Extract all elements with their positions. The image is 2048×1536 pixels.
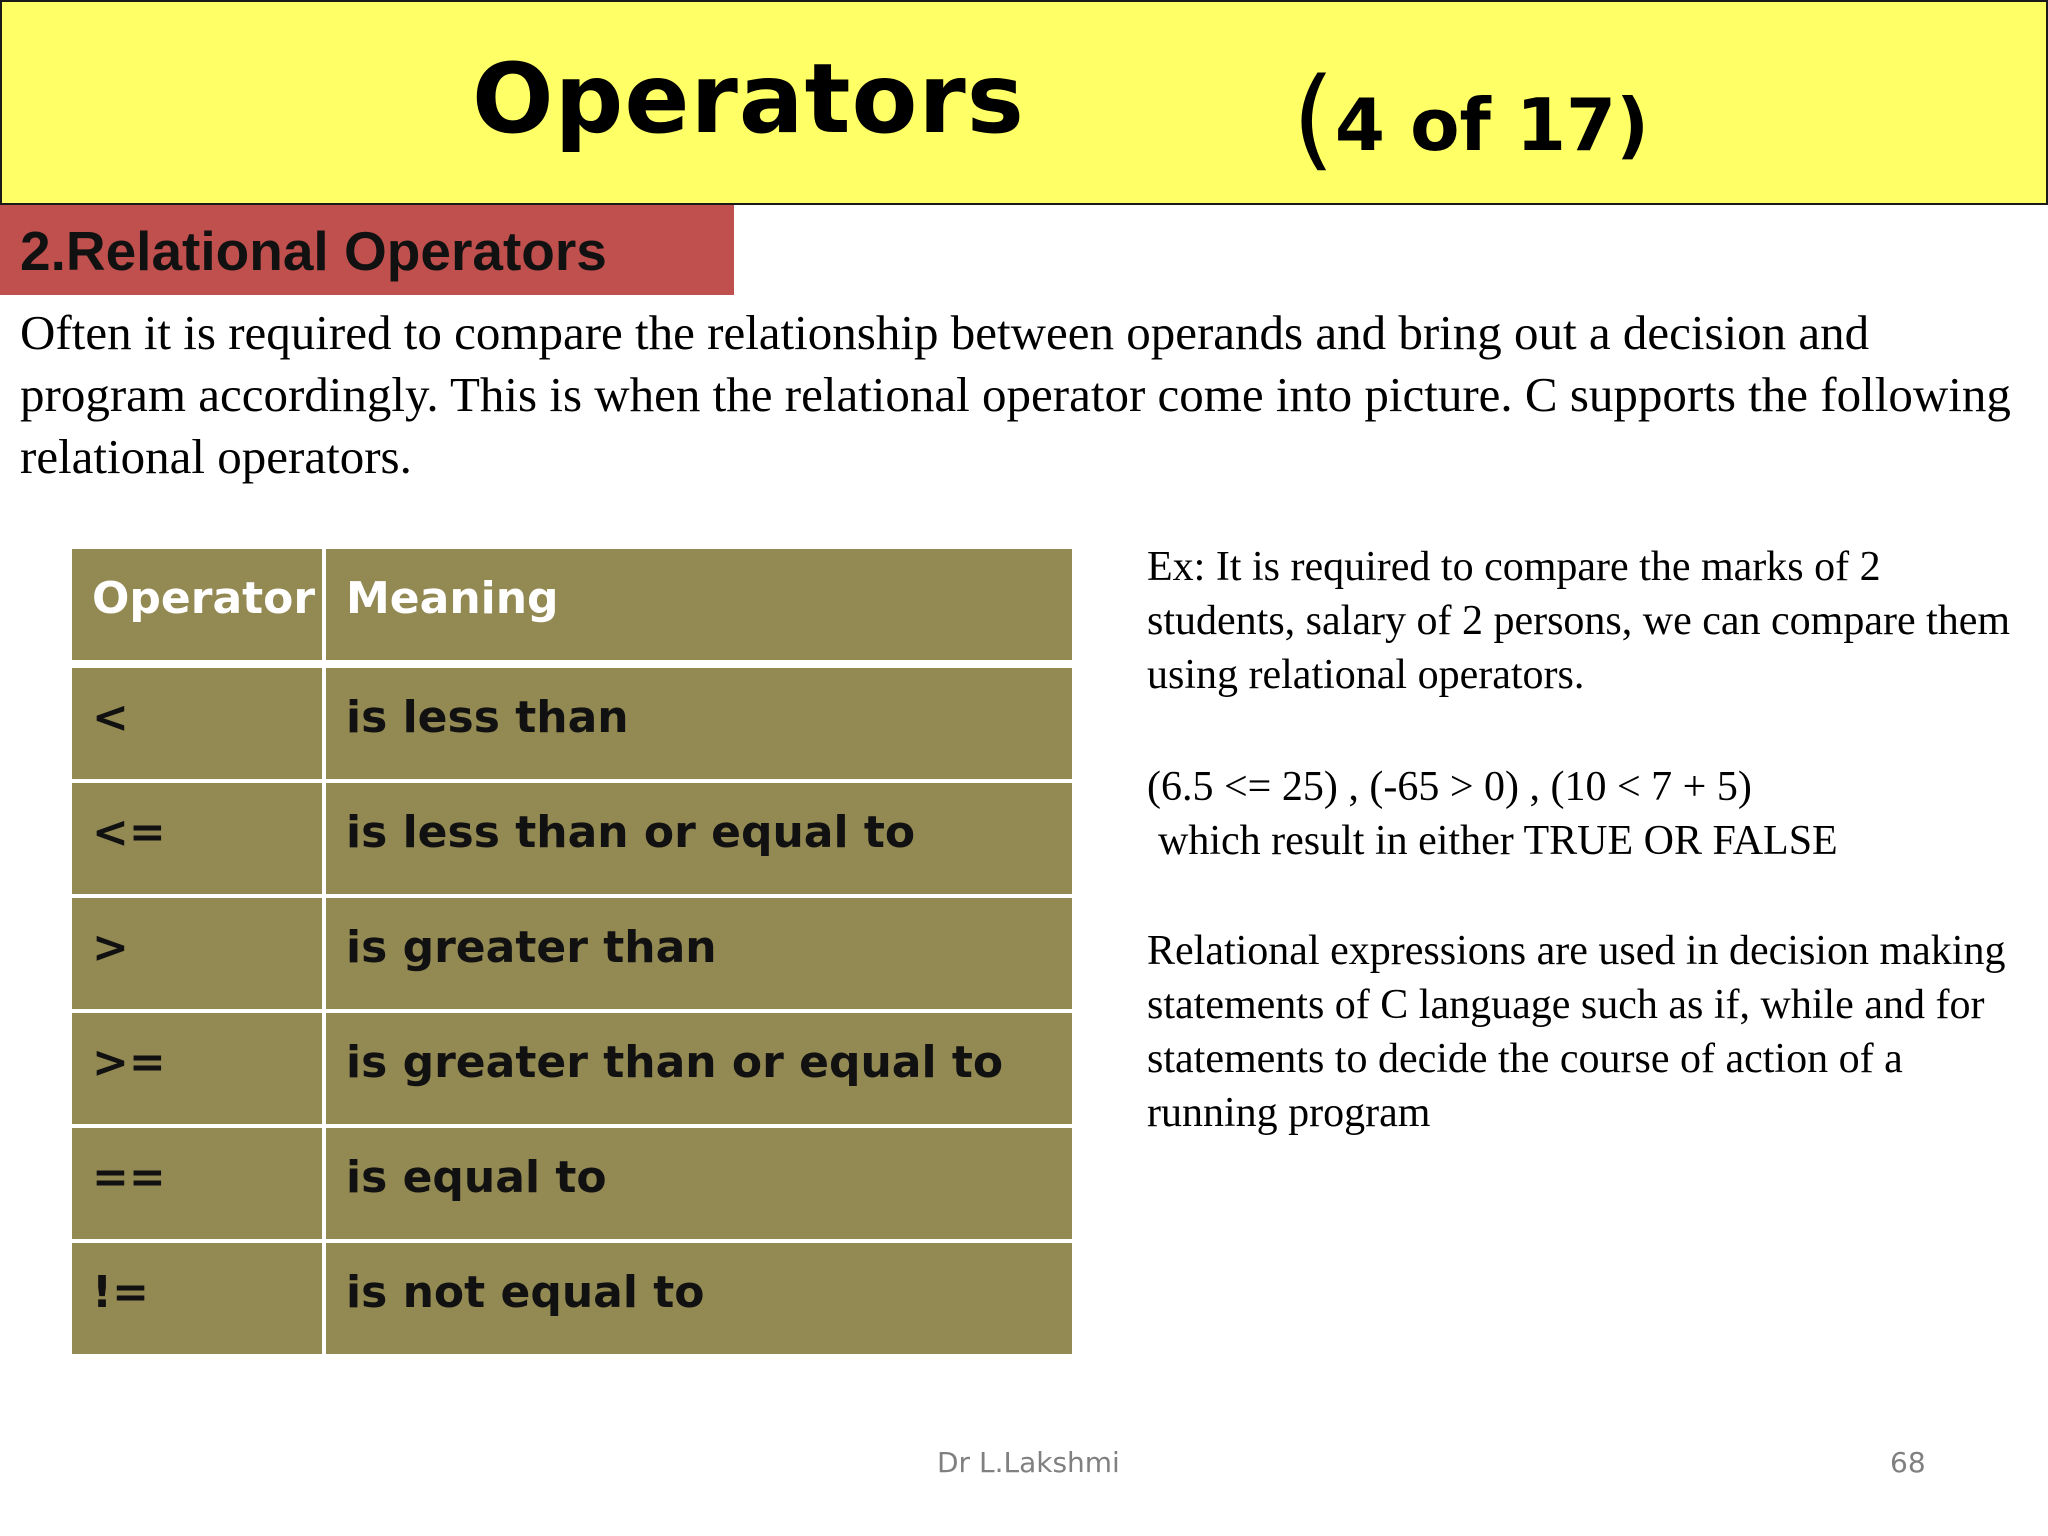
meaning-cell: is not equal to	[324, 1241, 1074, 1356]
section-banner	[0, 205, 734, 295]
meaning-cell: is equal to	[324, 1126, 1074, 1241]
example-result: which result in either TRUE OR FALSE	[1158, 818, 1838, 864]
operator-cell: ==	[70, 1126, 324, 1241]
intro-paragraph: Often it is required to compare the relationship between operands and bring out a decision and program accordingly. This is when the relational operator come into picture. C supports the following relational operators.	[20, 305, 2011, 484]
operator-cell: >=	[70, 1011, 324, 1126]
meaning-cell: is greater than or equal to	[324, 1011, 1074, 1126]
slide-count-text: 4 of 17)	[1334, 83, 1650, 167]
table-row	[70, 781, 1074, 896]
table-row	[70, 896, 1074, 1011]
operator-cell: <=	[70, 781, 324, 896]
table-row	[70, 1126, 1074, 1241]
slide-title: Operators	[472, 43, 1025, 155]
table-row	[70, 1241, 1074, 1356]
operator-cell: >	[70, 896, 324, 1011]
table-row	[70, 664, 1074, 781]
page-number: 68	[1890, 1446, 1926, 1479]
header-meaning: Meaning	[324, 547, 1074, 664]
operator-table	[68, 545, 1076, 1358]
title-bar	[0, 0, 2048, 205]
footer-author: Dr L.Lakshmi	[937, 1446, 1120, 1479]
usage-text: Relational expressions are used in decision making statements of C language such as if, while and for statements to decide the course of action of a running program	[1147, 928, 2006, 1136]
slide-count	[1292, 52, 1649, 184]
table-row	[70, 1011, 1074, 1126]
operator-cell: !=	[70, 1241, 324, 1356]
meaning-cell: is less than	[324, 664, 1074, 781]
meaning-cell: is greater than	[324, 896, 1074, 1011]
table-header-row	[70, 547, 1074, 664]
operator-cell: <	[70, 664, 324, 781]
header-operator: Operator	[70, 547, 324, 664]
example-expression: (6.5 <= 25) , (-65 > 0) , (10 < 7 + 5)	[1147, 764, 1752, 810]
example-text: Ex: It is required to compare the marks of 2 students, salary of 2 persons, we can compare them using relational operators.	[1147, 544, 2011, 698]
section-heading: 2.Relational Operators	[20, 220, 607, 282]
meaning-cell: is less than or equal to	[324, 781, 1074, 896]
slide-count-paren: (	[1292, 54, 1335, 182]
